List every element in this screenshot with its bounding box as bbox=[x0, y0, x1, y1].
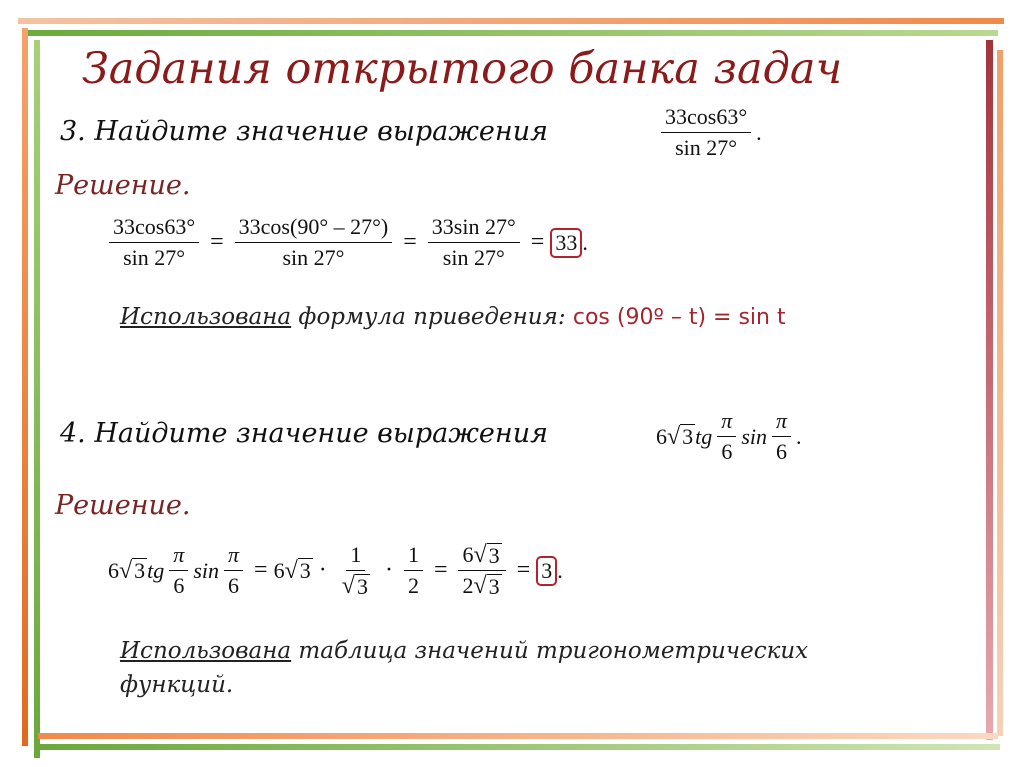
note-4-text-line1: таблица значений тригонометрических bbox=[291, 638, 809, 664]
denominator-6: 6 bbox=[228, 573, 240, 598]
sol4-period: . bbox=[557, 557, 563, 583]
sol3-fraction-1 bbox=[109, 214, 199, 271]
note-4 bbox=[120, 634, 808, 702]
pi-symbol: π bbox=[772, 408, 791, 437]
answer-4-box: 3 bbox=[536, 556, 557, 586]
tg-function: tg bbox=[695, 423, 713, 449]
task-4-expression bbox=[656, 408, 802, 465]
denominator-6: 6 bbox=[776, 439, 788, 464]
one-half bbox=[404, 542, 423, 599]
task-4-coefficient: 6 bbox=[656, 423, 667, 449]
solution-4-derivation bbox=[108, 542, 563, 599]
radical-sign: √ bbox=[667, 423, 681, 450]
frame-left-green-bar bbox=[34, 40, 40, 758]
sol3-fraction-1-num: 33cos63° bbox=[109, 214, 199, 243]
denominator-6: 6 bbox=[721, 439, 733, 464]
radical-sign: √ bbox=[284, 557, 298, 584]
task-4-period: . bbox=[796, 423, 802, 449]
pi-over-6 bbox=[224, 542, 243, 599]
sol3-period: . bbox=[582, 229, 588, 255]
task-3-numerator: 33cos63° bbox=[661, 104, 751, 133]
radical-sign: √ bbox=[473, 542, 487, 568]
frame-bottom-green-bar bbox=[40, 744, 1000, 750]
coefficient-6: 6 bbox=[108, 557, 119, 583]
denominator-6: 6 bbox=[173, 573, 185, 598]
one-over-sqrt3 bbox=[338, 542, 374, 599]
pi-over-6 bbox=[717, 408, 736, 465]
frame-bottom-orange-bar bbox=[38, 733, 998, 739]
sol3-fraction-3-num: 33sin 27° bbox=[428, 214, 520, 243]
solution-4-label: Решение. bbox=[55, 490, 191, 521]
sqrt-3 bbox=[119, 558, 147, 582]
note-4-text-line2: функций. bbox=[120, 672, 234, 698]
sqrt-3 bbox=[285, 558, 313, 582]
denominator-2sqrt3 bbox=[458, 571, 505, 599]
equals-sign: = bbox=[433, 557, 448, 583]
answer-3-box: 33 bbox=[550, 228, 582, 258]
pi-symbol: π bbox=[224, 542, 243, 571]
note-4-underlined: Использована bbox=[120, 638, 292, 664]
frame-right-maroon-bar bbox=[986, 40, 993, 740]
task-3-denominator: sin 27° bbox=[675, 135, 738, 160]
task-3-period: . bbox=[756, 119, 762, 145]
denominator-sqrt3 bbox=[338, 571, 374, 599]
coefficient-6: 6 bbox=[273, 557, 285, 583]
task-3-statement: 3. Найдите значение выражения bbox=[60, 116, 548, 147]
sin-function: sin bbox=[193, 557, 220, 583]
pi-over-6 bbox=[772, 408, 791, 465]
pi-symbol: π bbox=[169, 542, 188, 571]
task-4-statement: 4. Найдите значение выражения bbox=[60, 418, 548, 449]
pi-over-6 bbox=[169, 542, 188, 599]
task-3-expression bbox=[656, 104, 762, 161]
six-sqrt3-over-two-sqrt3 bbox=[458, 542, 505, 599]
equals-sign: = bbox=[530, 229, 545, 255]
coefficient-6: 6 bbox=[462, 542, 474, 567]
note-3 bbox=[120, 304, 786, 330]
sol3-fraction-2 bbox=[235, 214, 393, 271]
page-title: Задания открытого банка задач bbox=[82, 44, 843, 94]
denominator-2: 2 bbox=[407, 573, 419, 598]
radicand: 3 bbox=[488, 573, 500, 599]
solution-3-derivation bbox=[104, 214, 588, 271]
note-3-underlined: Использована bbox=[120, 304, 292, 330]
equals-sign: = bbox=[403, 229, 417, 255]
radicand: 3 bbox=[682, 424, 694, 450]
frame-top-green-bar bbox=[28, 30, 998, 36]
radicand: 3 bbox=[488, 542, 500, 568]
sol3-fraction-1-den: sin 27° bbox=[123, 245, 186, 270]
sin-function: sin bbox=[741, 423, 768, 449]
frame-top-orange-bar bbox=[18, 18, 1004, 24]
radical-sign: √ bbox=[119, 557, 133, 584]
radical-sign: √ bbox=[341, 573, 355, 599]
coefficient-2: 2 bbox=[462, 573, 474, 598]
radicand: 3 bbox=[134, 558, 146, 584]
sol3-fraction-3 bbox=[428, 214, 520, 271]
radical-sign: √ bbox=[473, 573, 487, 599]
sqrt-3 bbox=[667, 424, 695, 448]
numerator-1: 1 bbox=[404, 542, 423, 571]
solution-3-label: Решение. bbox=[55, 170, 191, 201]
frame-left-orange-bar bbox=[22, 28, 28, 746]
frame-right-orange-bar bbox=[997, 50, 1003, 736]
radicand: 3 bbox=[299, 558, 311, 584]
equals-sign: = bbox=[516, 557, 531, 583]
multiply-dot: · bbox=[318, 557, 327, 583]
multiply-dot: · bbox=[384, 557, 393, 583]
equals-sign: = bbox=[210, 229, 224, 255]
numerator-6sqrt3 bbox=[458, 542, 505, 571]
pi-symbol: π bbox=[717, 408, 736, 437]
equals-sign: = bbox=[254, 557, 268, 583]
radicand: 3 bbox=[356, 573, 368, 599]
numerator-1: 1 bbox=[346, 542, 365, 571]
sol3-fraction-3-den: sin 27° bbox=[442, 245, 505, 270]
tg-function: tg bbox=[147, 557, 165, 583]
task-3-fraction bbox=[661, 104, 751, 161]
reduction-formula: cos (90º – t) = sin t bbox=[572, 305, 786, 330]
note-3-text: формула приведения: bbox=[291, 304, 573, 330]
sol3-fraction-2-num: 33cos(90° – 27°) bbox=[235, 214, 393, 243]
sol3-fraction-2-den: sin 27° bbox=[282, 245, 345, 270]
